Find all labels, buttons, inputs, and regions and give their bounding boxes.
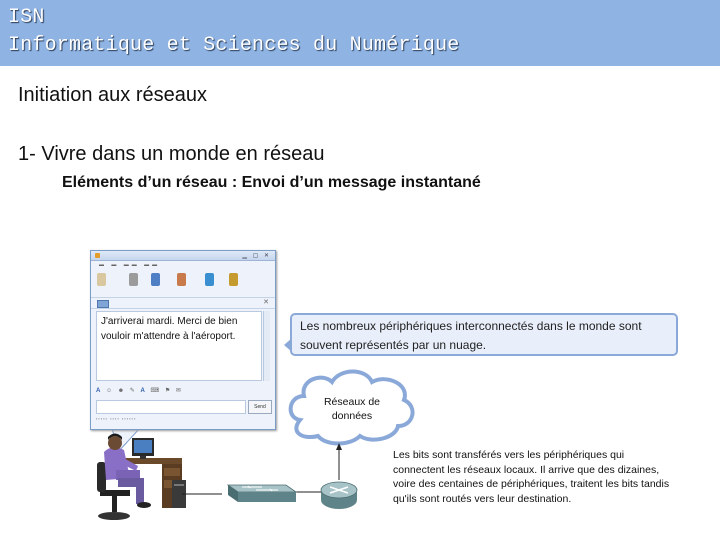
window-controls[interactable]: ▁ ▢ ✕: [242, 253, 271, 259]
window-titlebar[interactable]: [91, 251, 275, 261]
message-scrollbar[interactable]: [263, 311, 270, 381]
close-icon[interactable]: ✕: [263, 299, 269, 306]
message-input[interactable]: [96, 400, 246, 414]
subsection-heading: Eléments d’un réseau : Envoi d’un message instantané: [62, 174, 481, 191]
app-icon: [95, 253, 100, 258]
toolbar-info-icon[interactable]: [205, 273, 214, 286]
window-statusbar: ▪▪▪▪▪ ▪▪▪▪ ▪▪▪▪▪▪: [96, 416, 137, 421]
bits-caption-line-3: voire des centaines de périphériques, traitent les bits tandis: [393, 478, 670, 490]
toolbar-file-icon[interactable]: [129, 273, 138, 286]
menu-bar[interactable]: ▬ ▬ ▬▬ ▬▬: [99, 262, 161, 268]
send-button[interactable]: Send: [248, 400, 272, 414]
callout-line-2: souvent représentés par un nuage.: [300, 338, 487, 352]
cloud-label: [306, 395, 398, 423]
cloud-label-line-2: données: [331, 410, 373, 422]
bits-caption-line-2: connectent les réseaux locaux. Il arrive que des dizaines,: [393, 463, 660, 476]
page-title: Initiation aux réseaux: [18, 84, 208, 106]
router-icon: [321, 482, 357, 509]
toolbar-voice-icon[interactable]: [177, 273, 186, 286]
bits-caption-line-4: qu'ils sont routés vers leur destination.: [393, 492, 572, 505]
contact-avatar: [97, 300, 109, 308]
person-at-desk-icon: [97, 434, 186, 521]
cloud-label-line-1: Réseaux de: [323, 396, 381, 408]
bits-caption-line-1: Les bits sont transférés vers les périphériques qui: [393, 449, 625, 461]
chat-toolbar: [91, 269, 275, 298]
switch-icon: [228, 485, 296, 502]
toolbar-games-icon[interactable]: [229, 273, 238, 286]
bits-caption: [393, 448, 693, 506]
section-heading: 1- Vivre dans un monde en réseau: [18, 143, 325, 165]
toolbar-video-icon[interactable]: [151, 273, 160, 286]
cloud-callout: [290, 313, 678, 356]
message-line-2: vouloir m'attendre à l'aéroport.: [101, 331, 236, 342]
message-history: [96, 311, 262, 381]
chat-window: [90, 250, 276, 430]
format-toolbar[interactable]: A ☺ ☻ ✎ A ⌨ ⚑ ✉: [96, 388, 183, 394]
contact-strip: [91, 298, 275, 309]
header-title-short: ISN: [8, 6, 45, 29]
message-line-1: J'arriverai mardi. Merci de bien: [101, 316, 238, 327]
toolbar-invite-icon[interactable]: [97, 273, 106, 286]
header-title-full: Informatique et Sciences du Numérique: [8, 34, 460, 57]
callout-line-1: Les nombreux périphériques interconnectés dans le monde sont: [300, 319, 642, 333]
